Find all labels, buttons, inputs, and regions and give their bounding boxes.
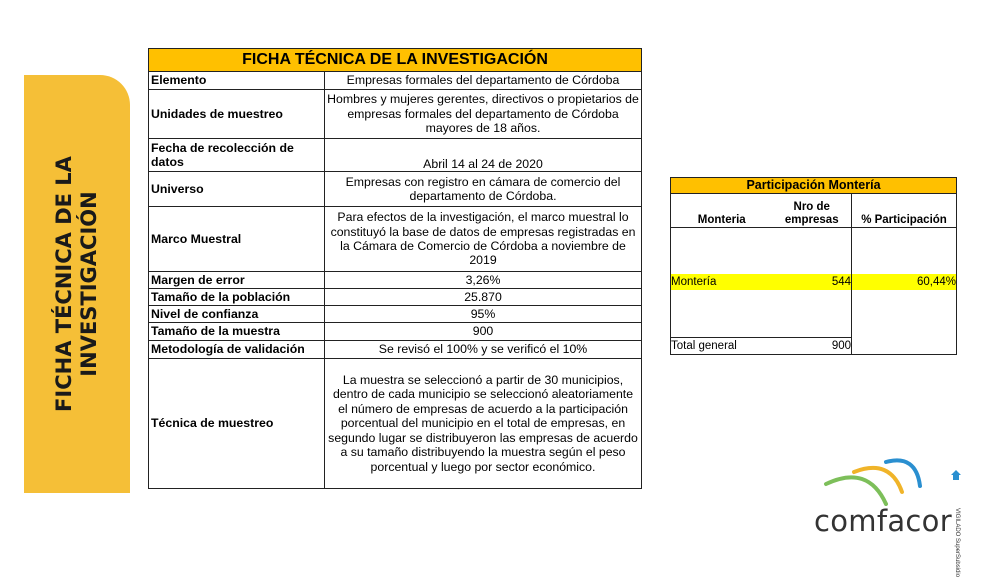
comfacor-logo xyxy=(808,456,988,577)
row-label: Elemento xyxy=(149,72,325,90)
row-value: Hombres y mujeres gerentes, directivos o propietarios de empresas formales del departamento de Córdoba mayores de 18 años. xyxy=(325,90,642,139)
row-label: Universo xyxy=(149,172,325,207)
row-label: Unidades de muestreo xyxy=(149,90,325,139)
table-row xyxy=(149,139,642,172)
row-value: 95% xyxy=(325,306,642,323)
ficha-title: FICHA TÉCNICA DE LA INVESTIGACIÓN xyxy=(149,49,642,72)
row-label: Fecha de recolección de datos xyxy=(149,139,325,172)
row-label: Margen de error xyxy=(149,272,325,289)
logo-swoosh-icon xyxy=(808,456,948,506)
ficha-tecnica-table xyxy=(148,48,642,489)
participacion-title: Participación Montería xyxy=(671,178,957,194)
table-row xyxy=(149,207,642,272)
table-row-monteria xyxy=(671,274,957,290)
column-header-nro-empresas: Nro de empresas xyxy=(773,194,852,228)
participacion-table xyxy=(670,177,957,355)
logo-brand: comfacor xyxy=(814,504,952,538)
table-row xyxy=(149,289,642,306)
row-value: Empresas formales del departamento de Córdoba xyxy=(325,72,642,90)
row-label: Técnica de muestreo xyxy=(149,359,325,489)
row-value: La muestra se seleccionó a partir de 30 municipios, dentro de cada municipio se seleccionó aleatoriamente el número de empresas de acuerdo a la participación porcentual del municipio en el total de empresas, en segundo lugar se distribuyeron las empresas de acuerdo a su tamaño distribuyendo la muestra según el peso porcentual y luego por sector económico. xyxy=(325,359,642,489)
row-value: Empresas con registro en cámara de comercio del departamento de Córdoba. xyxy=(325,172,642,207)
row-label: Marco Muestral xyxy=(149,207,325,272)
row-value: Para efectos de la investigación, el marco muestral lo constituyó la base de datos de empresas registradas en la Cámara de Comercio de Córdoba a noviembre de 2019 xyxy=(325,207,642,272)
table-row-total xyxy=(671,338,957,355)
column-header-participacion: % Participación xyxy=(852,194,957,228)
row-label: Nivel de confianza xyxy=(149,306,325,323)
row-value: 25.870 xyxy=(325,289,642,306)
table-row xyxy=(149,72,642,90)
row-label: Metodología de validación xyxy=(149,341,325,359)
table-row xyxy=(149,323,642,341)
table-row xyxy=(149,306,642,323)
row-value: Se revisó el 100% y se verificó el 10% xyxy=(325,341,642,359)
row-label: Tamaño de la muestra xyxy=(149,323,325,341)
table-row xyxy=(149,90,642,139)
row-value: 900 xyxy=(325,323,642,341)
table-row xyxy=(149,172,642,207)
table-row xyxy=(149,272,642,289)
total-label: Total general xyxy=(671,338,773,355)
side-title-line2: INVESTIGACIÓN xyxy=(77,191,102,377)
row-count: 544 xyxy=(773,274,852,290)
side-title xyxy=(24,75,130,493)
row-value: 3,26% xyxy=(325,272,642,289)
house-icon xyxy=(951,470,961,480)
total-count: 900 xyxy=(773,338,852,355)
row-name: Montería xyxy=(671,274,773,290)
side-panel xyxy=(24,75,130,493)
table-row xyxy=(149,359,642,489)
table-row xyxy=(149,341,642,359)
logo-side-badge xyxy=(950,470,962,577)
side-title-line1: FICHA TÉCNICA DE LA xyxy=(52,156,77,412)
logo-side-text: VIGILADO SuperSubsidio xyxy=(954,508,960,577)
row-label: Tamaño de la población xyxy=(149,289,325,306)
row-value: Abril 14 al 24 de 2020 xyxy=(325,139,642,172)
column-header-municipio: Monteria xyxy=(671,194,773,228)
row-percent: 60,44% xyxy=(852,274,957,290)
